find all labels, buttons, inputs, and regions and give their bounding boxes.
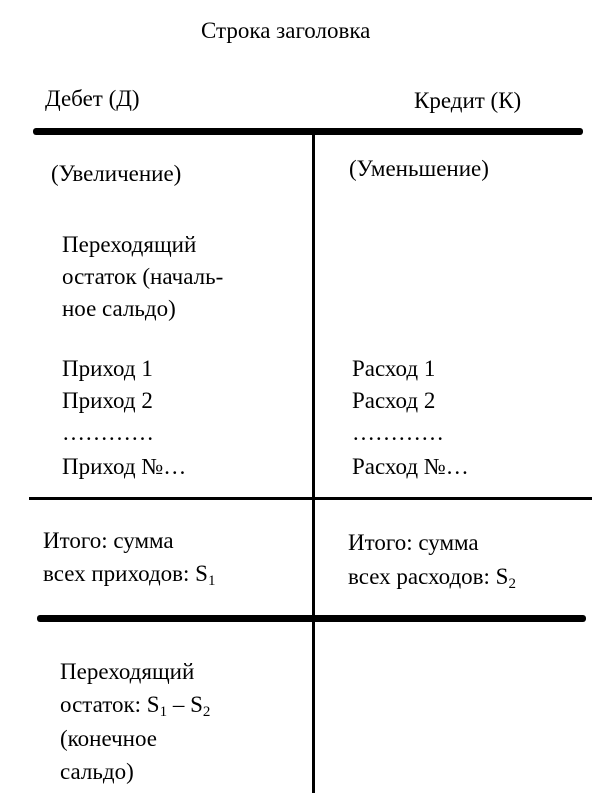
top-thick-line (33, 128, 583, 135)
opening-balance-line-3: ное сальдо) (62, 296, 176, 321)
closing-balance-line-4: сальдо) (60, 759, 134, 784)
closing-subscript-b: 2 (202, 704, 211, 720)
closing-balance-text: остаток: S (60, 692, 160, 717)
closing-balance-line-2 (60, 688, 210, 721)
credit-entry: Расход 2 (352, 388, 436, 413)
credit-total-line-2 (348, 560, 516, 593)
debit-total-line-2 (43, 557, 215, 590)
closing-minus: – S (167, 692, 203, 717)
closing-subscript-a: 1 (159, 704, 168, 720)
debit-direction: (Увеличение) (51, 161, 182, 186)
vertical-divider (312, 133, 315, 793)
bottom-thick-line (37, 615, 586, 622)
debit-label: Дебет (Д) (45, 86, 140, 111)
credit-total-subscript: 2 (508, 576, 516, 592)
credit-total-text: всех расходов: S (348, 564, 509, 589)
credit-direction: (Уменьшение) (349, 156, 489, 181)
account-title: Строка заголовка (201, 18, 371, 43)
credit-label: Кредит (К) (414, 88, 522, 113)
credit-entry-ellipsis: ………… (352, 420, 444, 445)
debit-entry: Приход №… (62, 454, 187, 479)
debit-entry-ellipsis: ………… (62, 420, 154, 445)
debit-total-line-1: Итого: сумма (43, 528, 174, 553)
debit-entry: Приход 2 (62, 388, 153, 413)
closing-balance-line-1: Переходящий (60, 659, 195, 684)
credit-entry: Расход №… (352, 454, 469, 479)
closing-balance-line-3: (конечное (60, 726, 157, 751)
debit-entry: Приход 1 (62, 356, 153, 381)
credit-entry: Расход 1 (352, 356, 436, 381)
totals-separator-line (29, 497, 592, 500)
opening-balance-line-2: остаток (началь- (62, 264, 224, 289)
credit-total-line-1: Итого: сумма (348, 530, 479, 555)
debit-total-subscript: 1 (207, 573, 216, 589)
opening-balance-line-1: Переходящий (62, 232, 197, 257)
debit-total-text: всех приходов: S (43, 561, 208, 586)
